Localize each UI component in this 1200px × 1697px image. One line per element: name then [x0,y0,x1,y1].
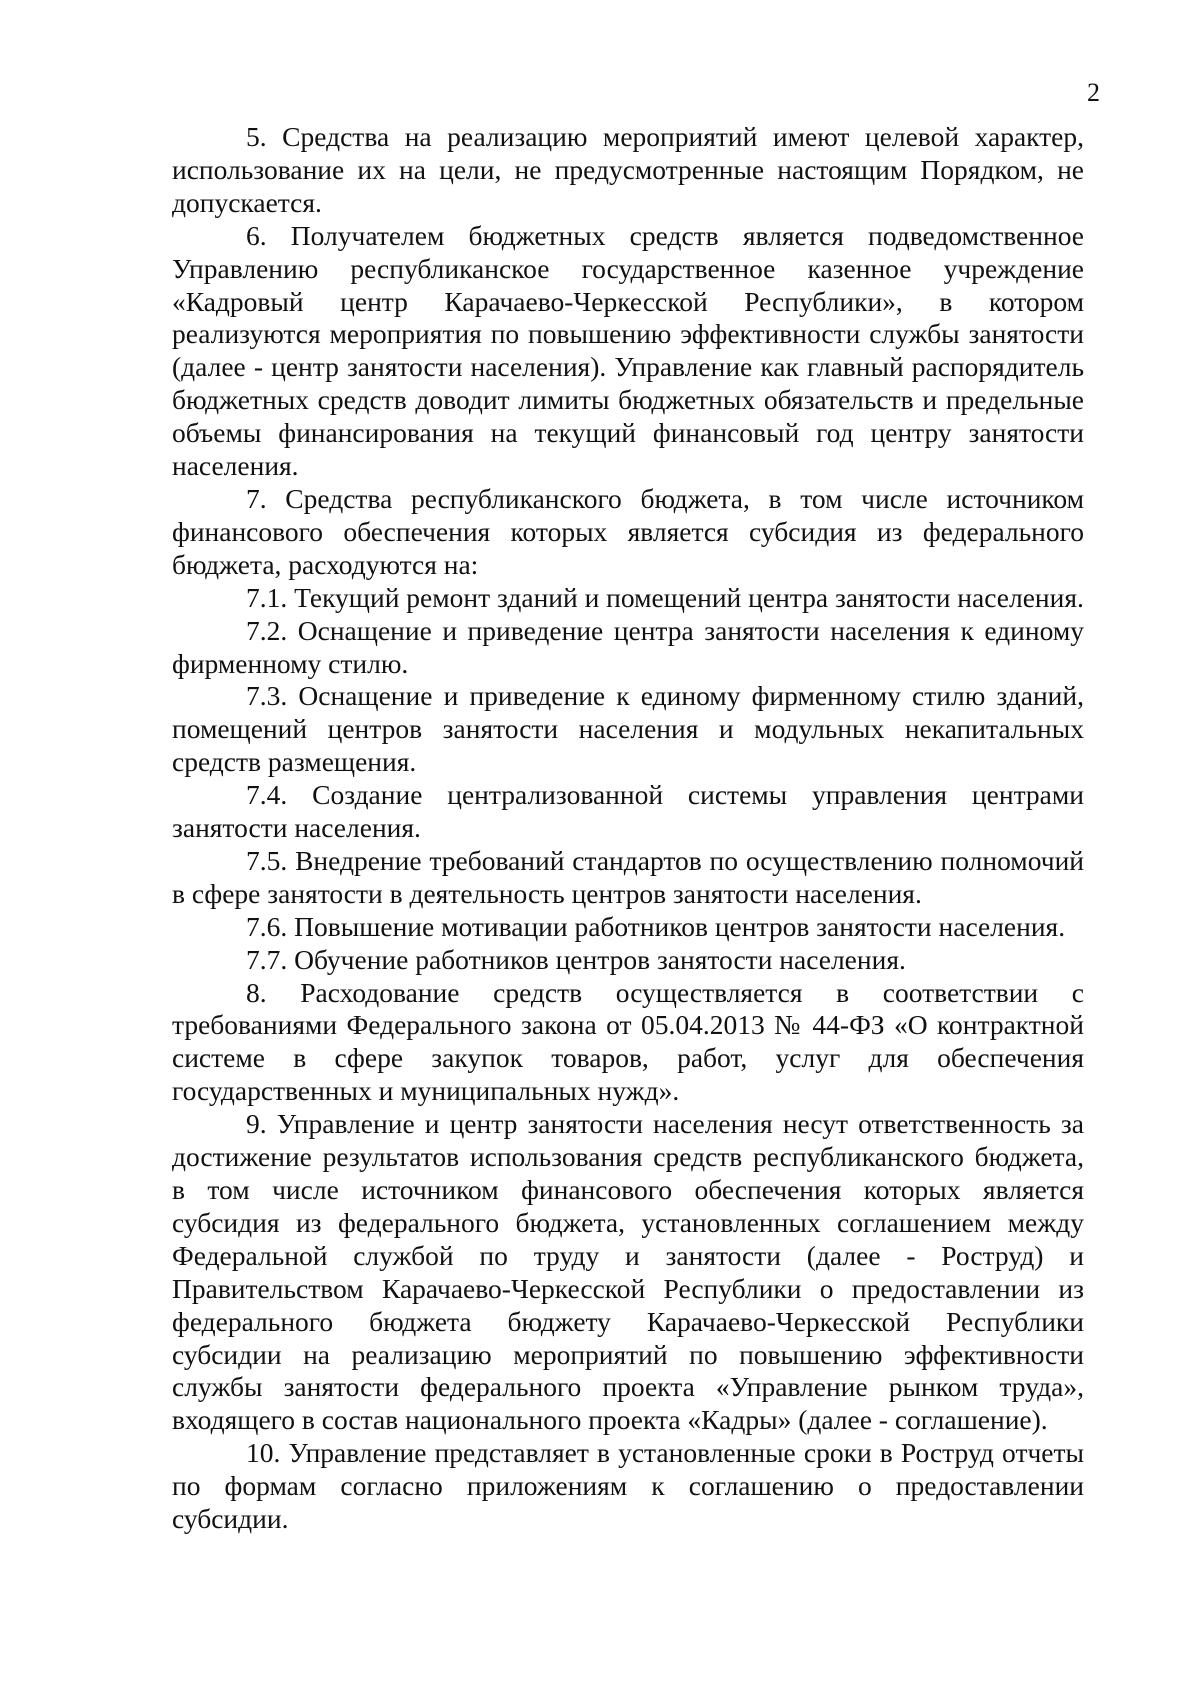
page-number: 2 [1087,78,1100,107]
paragraph-7-4: 7.4. Создание централизованной системы управления центрами занятости населения. [172,779,1084,844]
paragraph-7: 7. Средства республиканского бюджета, в том числе источником финансового обеспечения которых является субсидия из федерального бюджета, расходуются на: [172,482,1084,580]
paragraph-10: 10. Управление представляет в установленные сроки в Роструд отчеты по формам согласно приложениям к соглашению о предоставлении субсидии. [172,1437,1084,1535]
paragraph-7-1: 7.1. Текущий ремонт зданий и помещений центра занятости населения. [246,581,1084,613]
paragraph-7-6: 7.6. Повышение мотивации работников центров занятости населения. [246,910,1066,942]
paragraph-7-3: 7.3. Оснащение и приведение к единому фирменному стилю зданий, помещений центров занятости населения и модульных некапитальных средств размещения. [172,680,1084,778]
paragraph-6: 6. Получателем бюджетных средств является подведомственное Управлению республиканское государственное казенное учреждение «Кадровый центр Карачаево-Черкесской Республики», в котором реализуются мероприятия по повышению эффективности службы занятости (далее - центр занятости населения). Управление как главный распорядитель бюджетных средств доводит лимиты бюджетных обязательств и предельные объемы финансирования на текущий финансовый год центру занятости населения. [172,219,1084,482]
paragraph-7-2: 7.2. Оснащение и приведение центра занятости населения к единому фирменному стилю. [172,614,1084,679]
paragraph-7-7: 7.7. Обучение работников центров занятости населения. [246,943,906,975]
paragraph-9: 9. Управление и центр занятости населения несут ответственность за достижение результатов использования средств республиканского бюджета, в том числе источником финансового обеспечения которых является субсидия из федерального бюджета, установленных соглашением между Федеральной службой по труду и занятости (далее - Роструд) и Правительством Карачаево-Черкесской Республики о предоставлении из федерального бюджета бюджету Карачаево-Черкесской Республики субсидии на реализацию мероприятий по повышению эффективности службы занятости федерального проекта «Управление рынком труда», входящего в состав национального проекта «Кадры» (далее - соглашение). [172,1108,1084,1436]
paragraph-5: 5. Средства на реализацию мероприятий имеют целевой характер, использование их на цели, не предусмотренные настоящим Порядком, не допускается. [172,121,1084,218]
paragraph-7-5: 7.5. Внедрение требований стандартов по осуществлению полномочий в сфере занятости в деятельность центров занятости населения. [172,844,1084,909]
paragraph-8: 8. Расходование средств осуществляется в соответствии с требованиями Федерального закона от 05.04.2013 № 44-ФЗ «О контрактной системе в сфере закупок товаров, работ, услуг для обеспечения государственных и муниципальных нужд». [172,976,1084,1107]
document-body [172,121,1084,1536]
